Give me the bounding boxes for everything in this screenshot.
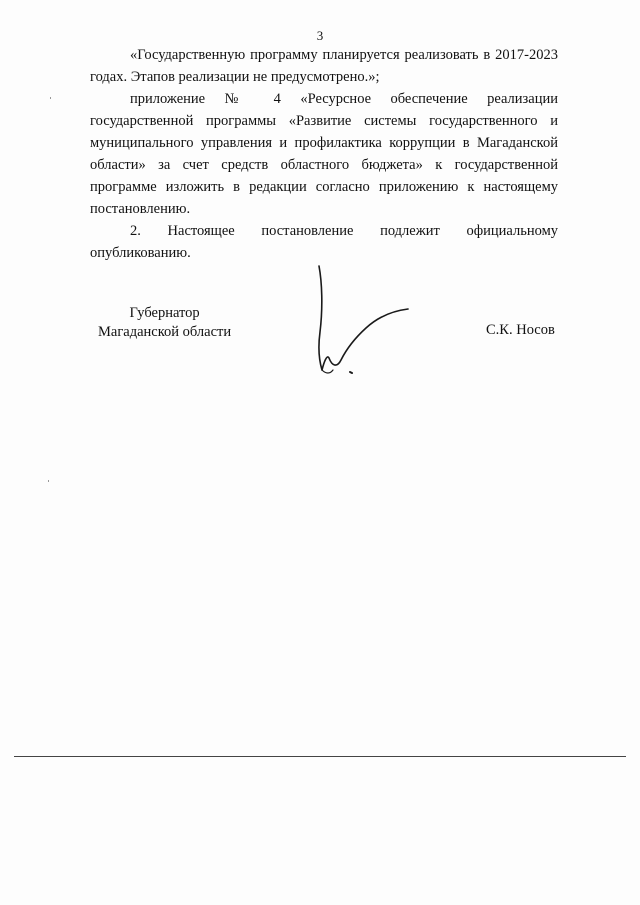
paragraph-publication: 2. Настоящее постановление подлежит официальному опубликованию. [90,223,558,261]
scan-artifact [48,480,49,482]
handwritten-signature [310,262,415,377]
decree-body [90,44,558,264]
page-number: 3 [316,28,324,43]
signatory-title: Губернатор [129,305,200,321]
paragraph-program-period: «Государственную программу планируется реализовать в 2017-2023 годах. Этапов реализации не предусмотрено.»; [90,47,558,85]
signatory-name: С.К. Носов [486,322,555,338]
signatory-region: Магаданской области [98,324,232,340]
scan-artifact [50,97,51,99]
paragraph-appendix-4: приложение № 4 «Ресурсное обеспечение реализации государственной программы «Развитие системы государственного и муниципального управления и профилактика коррупции в Магаданской области» за счет средств областного бюджета» к государственной программе изложить в редакции согласно приложению к настоящему постановлению. [90,91,558,217]
signatory-position [98,304,231,342]
page-divider-line [14,756,626,757]
